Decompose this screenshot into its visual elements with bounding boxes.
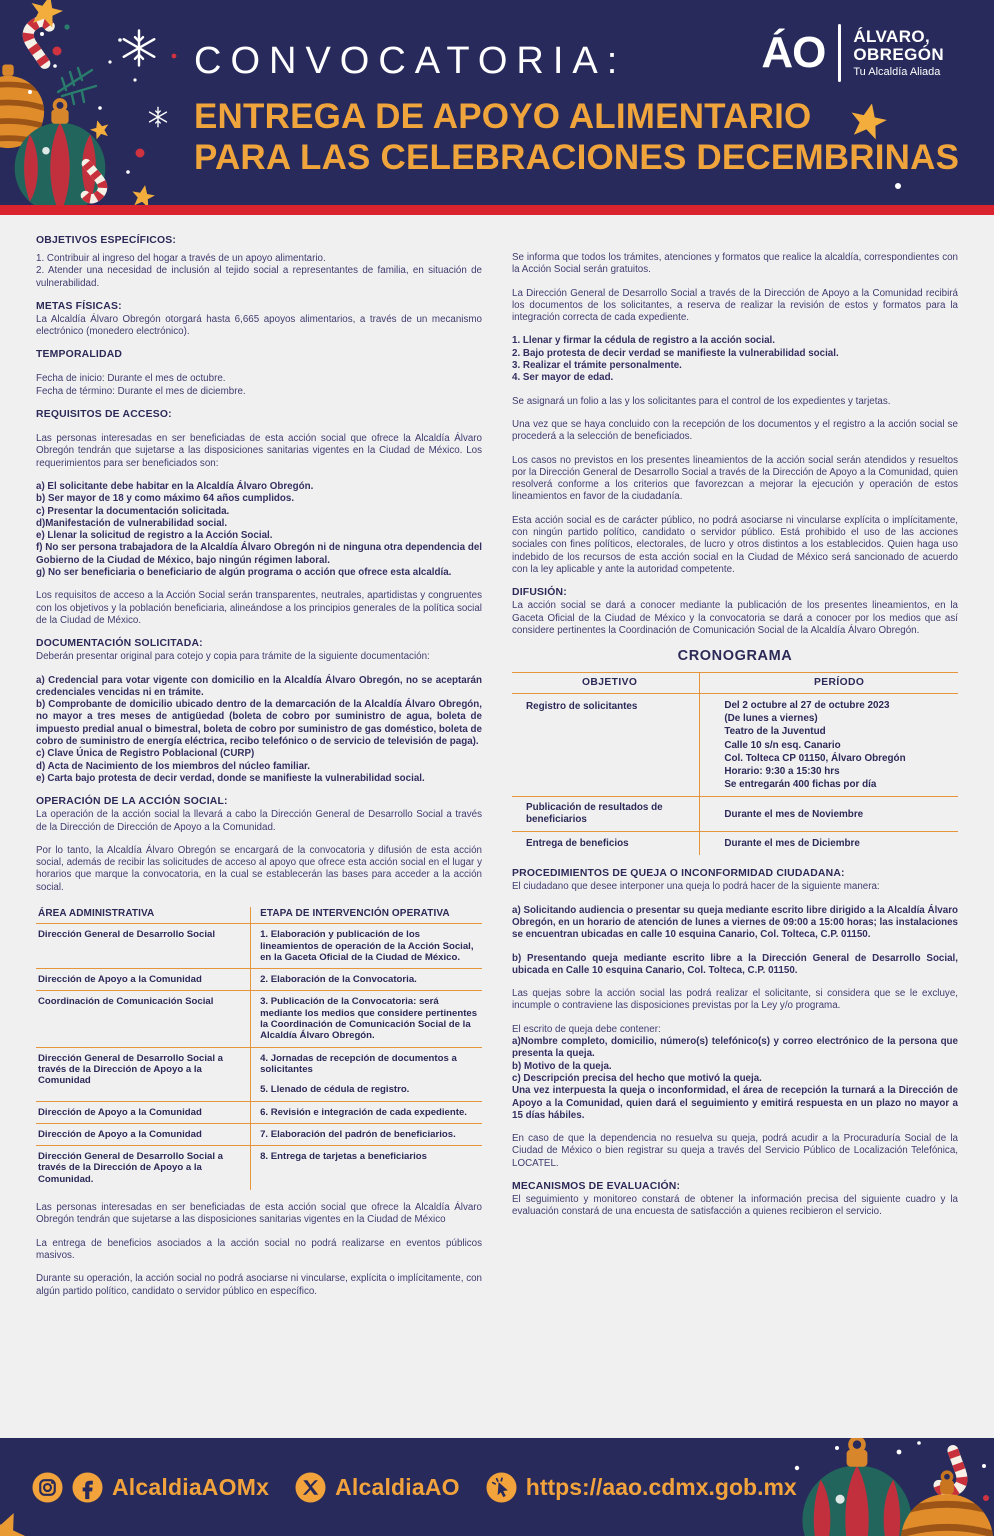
heading-evaluacion: MECANISMOS DE EVALUACIÓN: (512, 1181, 681, 1193)
objetivo-cell: Registro de solicitantes (526, 701, 638, 713)
area-cell: Dirección General de Desarrollo Social a través de la Dirección de Apoyo a la Comunidad. (38, 1151, 224, 1185)
x-twitter-icon (295, 1472, 326, 1503)
cronograma-title: CRONOGRAMA (677, 648, 793, 665)
temporalidad-line: Fecha de inicio: Durante el mes de octubre. (36, 373, 226, 385)
heading-temporalidad: TEMPORALIDAD (36, 349, 123, 361)
queja-item-a: a) Solicitando audiencia o presentar su queja mediante escrito libre dirigido a la Alcaldía Álvaro Obregón, en un horario de atención de lunes a viernes de 09:00 a 15:00 horas; las instalaciones se encuentran ubicadas en calle 10 esquina Canario, Col. Tolteca, C.P. 01150. (512, 904, 958, 941)
table-row (36, 1123, 482, 1145)
difusion-body: La acción social se dará a conocer mediante la publicación de los presentes lineamientos, en la Gaceta Oficial de la Ciudad de México y la convocatoria se dará a conocer por los medios que así considere pertinentes la Coordinación de Comunicación Social de la Alcaldía Álvaro Obregón. (512, 600, 958, 636)
ornament-ball-icon (802, 1438, 911, 1536)
cronograma-row (512, 796, 958, 831)
objetivo-item: 2. Atender una necesidad de inclusión al tejido social a representantes de familia, en situación de vulnerabilidad. (36, 265, 482, 289)
cronograma-row (512, 693, 958, 796)
heading-metas: METAS FÍSICAS: (36, 300, 122, 312)
click-cursor-icon (486, 1472, 517, 1503)
left-column (36, 235, 482, 1438)
cronograma-header-row (512, 673, 958, 693)
turno-paragraph: Una vez interpuesta la queja o inconformidad, el área de recepción la turnará a la Dirección de Apoyo a la Comunidad, quien dará el seguimiento y emitirá respuesta en un plazo no mayor a 15 días hábiles. (512, 1085, 958, 1121)
heading-documentacion: DOCUMENTACIÓN SOLICITADA: (36, 638, 203, 650)
pine-branch-icon (58, 68, 96, 104)
recepcion-paragraph: La Dirección General de Desarrollo Social a través de la Dirección de Apoyo a la Comunidad recibirá los documentos de los solicitantes, a reserva de realizar la revisión de estos y formatos para la integración correcta de cada expediente. (512, 287, 958, 324)
objetivo-item: 1. Contribuir al ingreso del hogar a través de un apoyo alimentario. (36, 253, 326, 264)
seleccion-paragraph: Una vez que se haya concluido con la recepción de los documentos y el registro a la acción social se procederá a la selección de beneficiados. (512, 418, 958, 443)
operacion-p1: La operación de la acción social la llevará a cabo la Dirección General de Desarrollo Social a través de la Dirección de Dirección de Apoyo a la Comunidad. (36, 809, 482, 833)
ornament-orange-icon (896, 1472, 994, 1536)
logo-divider (838, 24, 841, 82)
area-cell: Dirección General de Desarrollo Social a través de la Dirección de Apoyo a la Comunidad (38, 1052, 224, 1087)
paso-item: 4. Ser mayor de edad. (512, 372, 614, 384)
star-icon (0, 1500, 38, 1536)
requisitos-list (36, 481, 482, 579)
caracter-publico-paragraph: Esta acción social es de carácter público, no podrá asociarse ni vincularse explícita o implícitamente, con ningún partido político, candidato o servidor público. Está prohibido el uso de las acciones sociales con fines políticos, electorales, de lucro y otros distintos a los establecidos. Quien haga uso indebido de los recursos de esta acción social en la Ciudad de México será sancionado de acuerdo con la ley aplicable y ante la autoridad competente. (512, 514, 958, 575)
temporalidad-line: Fecha de término: Durante el mes de diciembre. (36, 385, 246, 397)
queja-intro: El ciudadano que desee interponer una queja lo podrá hacer de la siguiente manera: (512, 881, 880, 893)
logo-name-line1: ÁLVARO, (853, 27, 931, 46)
escrito-intro: El escrito de queja debe contener: (512, 1023, 661, 1035)
periodo-cell: Del 2 octubre al 27 de octubre 2023 (De lunes a viernes) Teatro de la Juventud Calle 10 s/n esq. Canario Col. Tolteca CP 01150, Álvaro Obregón Horario: 9:30 a 15:30 hrs Se entregarán 400 fichas por día (699, 694, 958, 796)
etapa-cell: 6. Revisión e integración de cada expediente. (250, 1102, 482, 1123)
cronograma-row (512, 831, 958, 855)
objetivo-cell: Publicación de resultados de beneficiarios (526, 801, 663, 826)
area-cell: Dirección de Apoyo a la Comunidad (38, 974, 202, 986)
etapa-cell: 2. Elaboración de la Convocatoria. (250, 969, 482, 990)
document-body (0, 215, 994, 1438)
documento-item: d) Acta de Nacimiento de los miembros del núcleo familiar. (36, 760, 311, 772)
requisito-item: f) No ser persona trabajadora de la Alcaldía Álvaro Obregón ni de ninguna otra dependencia del Gobierno de la Ciudad de México, bajo ningún régimen laboral. (36, 542, 482, 566)
area-cell: Dirección General de Desarrollo Social (38, 929, 216, 941)
heading-queja: PROCEDIMIENTOS DE QUEJA O INCONFORMIDAD CIUDADANA: (512, 868, 845, 880)
table-row (36, 990, 482, 1046)
website-url: https://aao.cdmx.gob.mx (525, 1473, 797, 1500)
logo-monogram: ÁO (761, 28, 826, 77)
requisito-item: a) El solicitante debe habitar en la Alcaldía Álvaro Obregón. (36, 480, 314, 492)
x-handle: AlcaldiaAO (335, 1473, 460, 1500)
red-divider (0, 205, 994, 215)
candy-cane-icon (23, 18, 65, 63)
gratuitos-paragraph: Se informa que todos los trámites, atenciones y formatos que realice la alcaldía, correspondientes con la Acción Social serán gratuitos. (512, 252, 958, 276)
col-header-objetivo: OBJETIVO (582, 676, 638, 688)
pasos-list (512, 335, 958, 384)
closing-paragraph: Las personas interesadas en ser beneficiadas de esta acción social que ofrece la Alcaldía Álvaro Obregón tendrán que sujetarse a las disposiciones sanitarias vigentes en la Ciudad de México (36, 1202, 482, 1226)
documento-item: a) Credencial para votar vigente con domicilio en la Alcaldía Álvaro Obregón, no se aceptarán credenciales vencidas ni en trámite. (36, 674, 482, 698)
requisitos-intro: Las personas interesadas en ser beneficiadas de esta acción social que ofrece la Alcaldía Álvaro Obregón tendrán que sujetarse a las disposiciones sanitarias vigentes en la Ciudad de México. Los requerimientos para ser beneficiados son: (36, 433, 482, 469)
intervencion-table (36, 907, 482, 1190)
footer (0, 1438, 994, 1536)
operacion-p2: Por lo tanto, la Alcaldía Álvaro Obregón se encargará de la convocatoria y difusión de esta acción social, además de recibir las solicitudes de acceso al apoyo que ofrece esta acción social en el lugar y horarios que marque la convocatoria, en la cual se establecerán las bases para acceder a la acción social. (36, 844, 482, 893)
kicker-title: CONVOCATORIA: (194, 40, 627, 82)
facebook-icon (72, 1472, 103, 1503)
etapa-cell: 8. Entrega de tarjetas a beneficiarios (250, 1146, 482, 1190)
requisito-item: b) Ser mayor de 18 y como máximo 64 años cumplidos. (36, 493, 295, 505)
documentacion-intro: Deberán presentar original para cotejo y copia para trámite de la siguiente documentación: (36, 651, 430, 663)
requisitos-outro: Los requisitos de acceso a la Acción Social serán transparentes, neutrales, apartidistas y congruentes con los objetivos y la población beneficiaria, alineándose a los principios generales de la política social de la Ciudad de México. (36, 590, 482, 626)
logo-name-line2: OBREGÓN (853, 44, 944, 64)
snowflake-icon (150, 107, 167, 127)
objetivo-cell: Entrega de beneficios (526, 837, 629, 849)
col-header-periodo: PERÍODO (699, 673, 958, 693)
etapa-cell: 7. Elaboración del padrón de beneficiarios. (250, 1124, 482, 1145)
closing-paragraph: Durante su operación, la acción social no podrá asociarse ni vincularse, explícita o implícitamente, con algún partido político, candidato o servidor público en específico. (36, 1273, 482, 1297)
logo-tagline: Tu Alcaldía Aliada (853, 66, 941, 78)
requisito-item: c) Presentar la documentación solicitada. (36, 505, 230, 517)
alcaldia-logo (761, 24, 944, 82)
requisito-item: g) No ser beneficiaria o beneficiario de algún programa o acción que ofrece esta alcaldía. (36, 567, 452, 579)
escrito-item: c) Descripción precisa del hecho que motivó la queja. (512, 1072, 762, 1084)
queja-item-b: b) Presentando queja mediante escrito libre a la Dirección General de Desarrollo Social, ubicada en Calle 10 esquina Canario, Col. Tolteca, C.P. 01150. (512, 952, 958, 976)
quejas-solicitante-paragraph: Las quejas sobre la acción social las podrá realizar el solicitante, si considera que se le excluye, incumple o contraviene las disposiciones previstas por la Ley y/o programa. (512, 988, 958, 1012)
christmas-decoration-footer (779, 1438, 994, 1536)
closing-paragraph: La entrega de beneficios asociados a la acción social no podrá realizarse en eventos públicos masivos. (36, 1237, 482, 1261)
documento-item: e) Carta bajo protesta de decir verdad, donde se manifieste la vulnerabilidad social. (36, 772, 425, 784)
right-column (512, 235, 958, 1438)
table-row (36, 1101, 482, 1123)
table-row (36, 968, 482, 990)
etapa-cell: 4. Jornadas de recepción de documentos a solicitantes 5. Llenado de cédula de registro. (250, 1048, 482, 1101)
evaluacion-body: El seguimiento y monitoreo constará de obtener la información precisa del siguiente cuadro y la evaluación constará de una encuesta de satisfacción a quienes recibieron el servicio. (512, 1194, 958, 1218)
documento-item: b) Comprobante de domicilio ubicado dentro de la demarcación de la Alcaldía Álvaro Obregón, no mayor a tres meses de antigüedad (boleta de cobro por suministro de agua, boleta de impuesto predial anual o bimestral, boleta de cobro por suministro de gas doméstico, boleta de cobro de suministro de energía eléctrica, recibo telefónico o de servicio de televisión de paga). (36, 699, 482, 748)
folio-paragraph: Se asignará un folio a las y los solicitantes para el control de los expedientes y tarjetas. (512, 395, 891, 407)
periodo-cell: Durante el mes de Diciembre (699, 832, 958, 855)
heading-objetivos: OBJETIVOS ESPECÍFICOS: (36, 235, 177, 246)
area-cell: Dirección de Apoyo a la Comunidad (38, 1106, 202, 1118)
heading-difusion: DIFUSIÓN: (512, 587, 567, 599)
heading-operacion: OPERACIÓN DE LA ACCIÓN SOCIAL: (36, 796, 228, 808)
table-row (36, 923, 482, 968)
casos-paragraph: Los casos no previstos en los presentes lineamientos de la acción social serán atendidos y resueltos por la Dirección General de Desarrollo Social a través de la Dirección de Apoyo a la Comunidad, quien resolverá conforme a los criterios que favorezcan a mejorar la ejecución y operación de estos lineamientos en favor de la ciudadanía. (512, 454, 958, 503)
escrito-item: b) Motivo de la queja. (512, 1060, 612, 1072)
paso-item: 3. Realizar el trámite personalmente. (512, 360, 682, 372)
documento-item: c) Clave Única de Registro Poblacional (CURP) (36, 748, 255, 760)
table-row (36, 1047, 482, 1101)
instagram-icon (32, 1472, 63, 1503)
paso-item: 2. Bajo protesta de decir verdad se manifieste la vulnerabilidad social. (512, 347, 839, 359)
header (0, 0, 994, 205)
area-cell: Coordinación de Comunicación Social (38, 996, 214, 1008)
etapa-cell: 1. Elaboración y publicación de los lineamientos de operación de la Acción Social, en la Gaceta Oficial de la Ciudad de México. (250, 924, 482, 968)
documentacion-list (36, 675, 482, 786)
heading-requisitos: REQUISITOS DE ACCESO: (36, 409, 172, 421)
col-header-area: ÁREA ADMINISTRATIVA (38, 907, 155, 919)
main-title-line2: PARA LAS CELEBRACIONES DECEMBRINAS (194, 138, 960, 177)
facebook-handle: AlcaldiaAOMx (112, 1473, 270, 1500)
main-title-line1: ENTREGA DE APOYO ALIMENTARIO (194, 97, 812, 136)
metas-body: La Alcaldía Álvaro Obregón otorgará hasta 6,665 apoyos alimentarios, a través de un mecanismo electrónico (monedero electrónico). (36, 313, 482, 338)
star-icon (130, 183, 156, 205)
paso-item: 1. Llenar y firmar la cédula de registro a la acción social. (512, 335, 775, 347)
locatel-paragraph: En caso de que la dependencia no resuelva su queja, podrá acudir a la Procuraduría Social de la Ciudad de México o bien registrar su queja a través del Servicio Público de Localización Telefónica, LOCATEL. (512, 1133, 958, 1169)
col-header-etapa: ETAPA DE INTERVENCIÓN OPERATIVA (250, 907, 482, 923)
snowflake-icon (124, 30, 155, 65)
requisito-item: d)Manifestación de vulnerabilidad social. (36, 517, 228, 529)
periodo-cell: Durante el mes de Noviembre (699, 797, 958, 831)
cronograma-table (512, 672, 958, 855)
etapa-cell: 3. Publicación de la Convocatoria: será mediante los medios que considere pertinentes la Coordinación de Comunicación Social de la Alcaldía Álvaro Obregón. (250, 991, 482, 1046)
requisito-item: e) Llenar la solicitud de registro a la Acción Social. (36, 530, 273, 542)
table-header-row (36, 907, 482, 923)
escrito-item: a)Nombre completo, domicilio, número(s) telefónico(s) y correo electrónico de la persona que presenta la queja. (512, 1036, 958, 1060)
table-row (36, 1145, 482, 1190)
area-cell: Dirección de Apoyo a la Comunidad (38, 1128, 202, 1140)
